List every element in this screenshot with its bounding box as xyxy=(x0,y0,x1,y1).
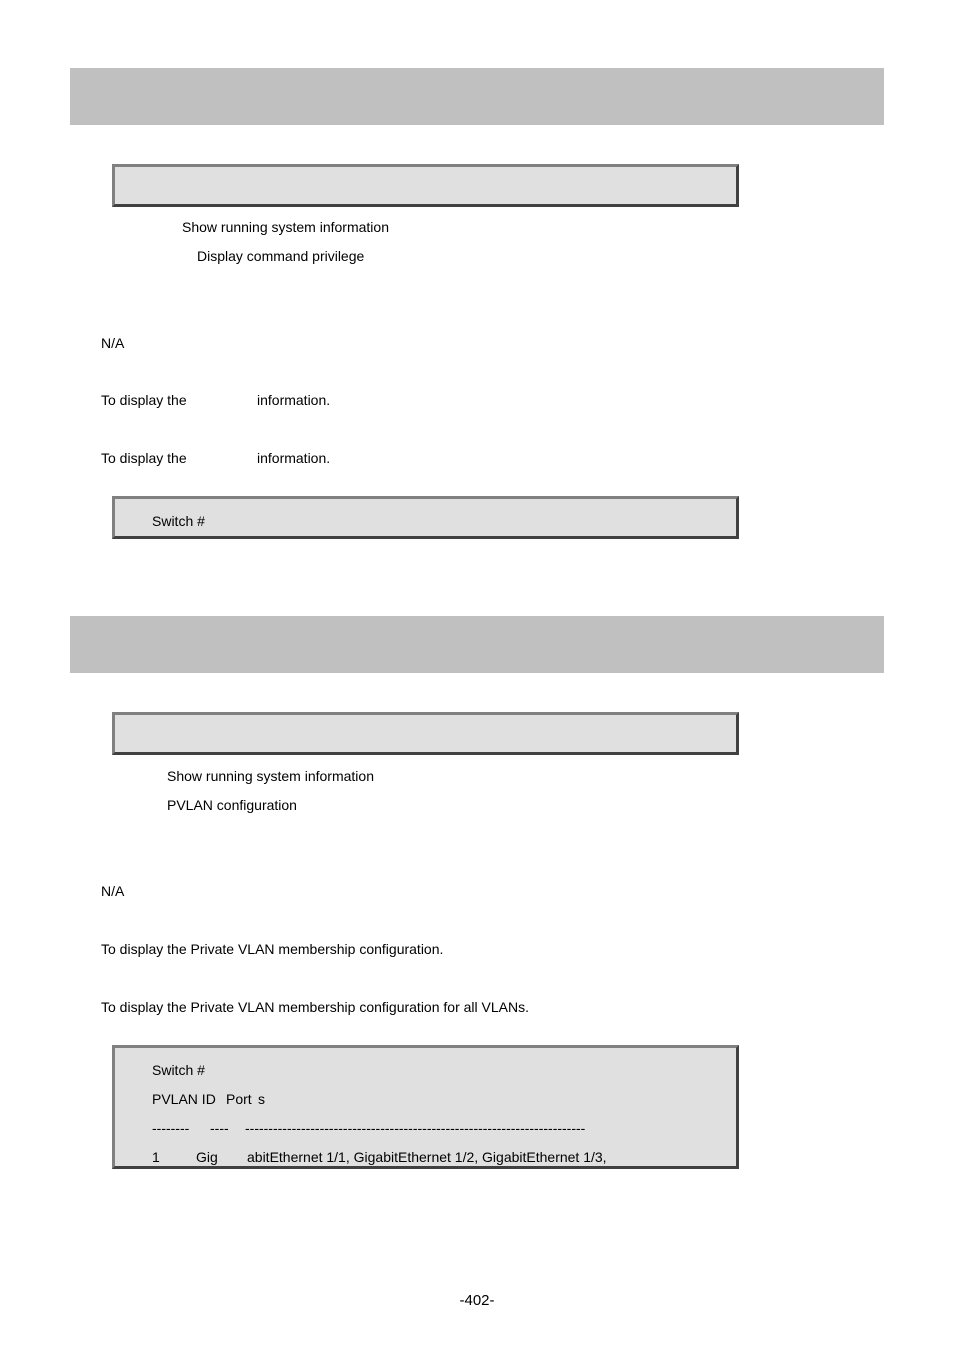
parameter-pvlan-description: PVLAN configuration xyxy=(167,797,297,813)
command-syntax-box xyxy=(112,164,739,207)
usage-text: To display the Private VLAN membership configuration. xyxy=(101,941,444,957)
ports-column-header-tail: s xyxy=(258,1091,265,1107)
ports-column-header: Port xyxy=(226,1091,252,1107)
command-syntax-box xyxy=(112,712,739,755)
section-header-bar xyxy=(70,68,884,125)
parameter-show-description: Show running system information xyxy=(182,219,389,235)
separator-rule: ------------------------------------------------------------------------- xyxy=(245,1120,586,1136)
example-text: To display the Private VLAN membership configuration for all VLANs. xyxy=(101,999,529,1015)
parameter-show-description: Show running system information xyxy=(167,768,374,784)
example-text-prefix: To display the xyxy=(101,450,187,466)
default-value: N/A xyxy=(101,335,125,351)
pvlan-row-id: 1 xyxy=(152,1149,160,1165)
parameter-privilege-description: Display command privilege xyxy=(197,248,365,264)
usage-text-prefix: To display the xyxy=(101,392,187,408)
pvlan-id-column-header: PVLAN ID xyxy=(152,1091,216,1107)
pvlan-row-ports-start: Gig xyxy=(196,1149,218,1165)
terminal-prompt: Switch # xyxy=(152,513,205,529)
page-number: -402- xyxy=(459,1292,495,1309)
usage-text-suffix: information. xyxy=(257,392,331,408)
section-header-bar xyxy=(70,616,884,673)
terminal-prompt: Switch # xyxy=(152,1062,205,1078)
example-terminal-box xyxy=(112,496,739,539)
example-text-suffix: information. xyxy=(257,450,331,466)
separator-rule: ---- xyxy=(210,1120,229,1136)
default-value: N/A xyxy=(101,883,125,899)
pvlan-row-ports: abitEthernet 1/1, GigabitEthernet 1/2, GigabitEthernet 1/3, xyxy=(247,1149,607,1165)
separator-rule: -------- xyxy=(152,1120,190,1136)
example-terminal-box xyxy=(112,1045,739,1169)
